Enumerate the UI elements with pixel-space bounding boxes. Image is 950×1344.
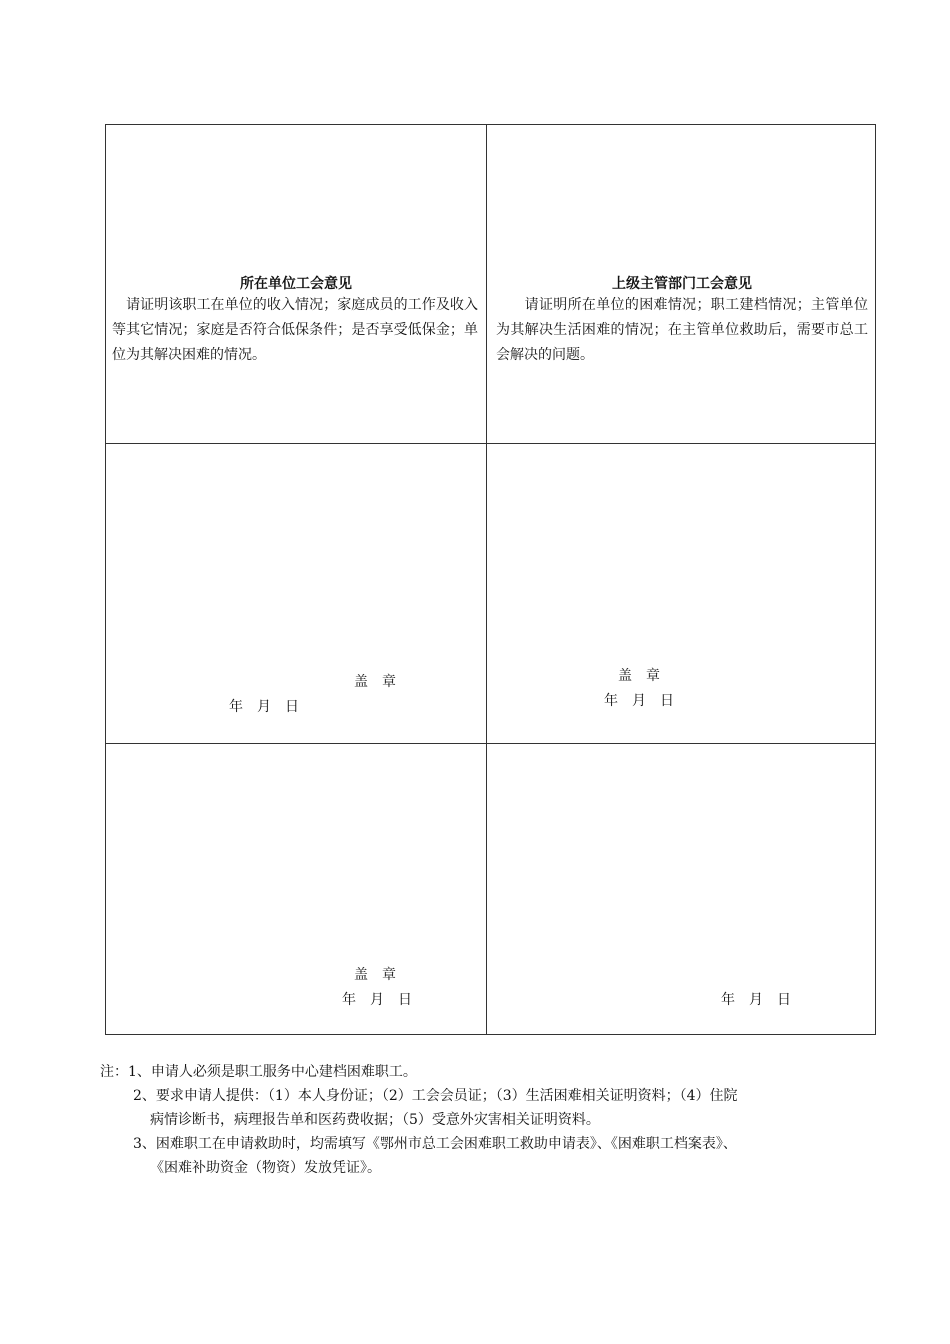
date-label: 年 月 日 (721, 992, 791, 1008)
note-3: 3、困难职工在申请救助时，均需填写《鄂州市总工会困难职工救助申请表》、《困难职工档案表》、 (133, 1136, 737, 1152)
unit-union-opinion-description: 请证明该职工在单位的收入情况；家庭成员的工作及收入等其它情况；家庭是否符合低保条件；是否享受低保金；单位为其解决困难的情况。 (112, 297, 478, 363)
note-1: 注：1、申请人必须是职工服务中心建档困难职工。 (100, 1064, 417, 1080)
stamp-label: 盖 章 (354, 674, 396, 690)
column-divider (486, 125, 487, 1034)
row-divider-2 (106, 743, 875, 744)
superior-union-opinion-description: 请证明所在单位的困难情况；职工建档情况；主管单位为其解决生活困难的情况；在主管单位救助后，需要市总工会解决的问题。 (496, 297, 868, 363)
stamp-label: 盖 章 (354, 967, 396, 983)
row-divider-1 (106, 443, 875, 444)
note-2-continued: 病情诊断书，病理报告单和医药费收据；（5）受意外灾害相关证明资料。 (150, 1112, 600, 1128)
date-label: 年 月 日 (604, 693, 674, 709)
date-label: 年 月 日 (342, 992, 412, 1008)
superior-union-opinion-title: 上级主管部门工会意见 (612, 276, 752, 292)
note-3-continued: 《困难补助资金（物资）发放凭证》。 (150, 1160, 381, 1176)
unit-union-opinion-title: 所在单位工会意见 (240, 276, 352, 292)
note-2: 2、要求申请人提供：（1）本人身份证；（2）工会会员证；（3）生活困难相关证明资料；（4）住院 (133, 1088, 738, 1104)
opinion-form-table (105, 124, 876, 1035)
date-label: 年 月 日 (229, 699, 299, 715)
notes-section (100, 1060, 890, 1180)
stamp-label: 盖 章 (618, 668, 660, 684)
